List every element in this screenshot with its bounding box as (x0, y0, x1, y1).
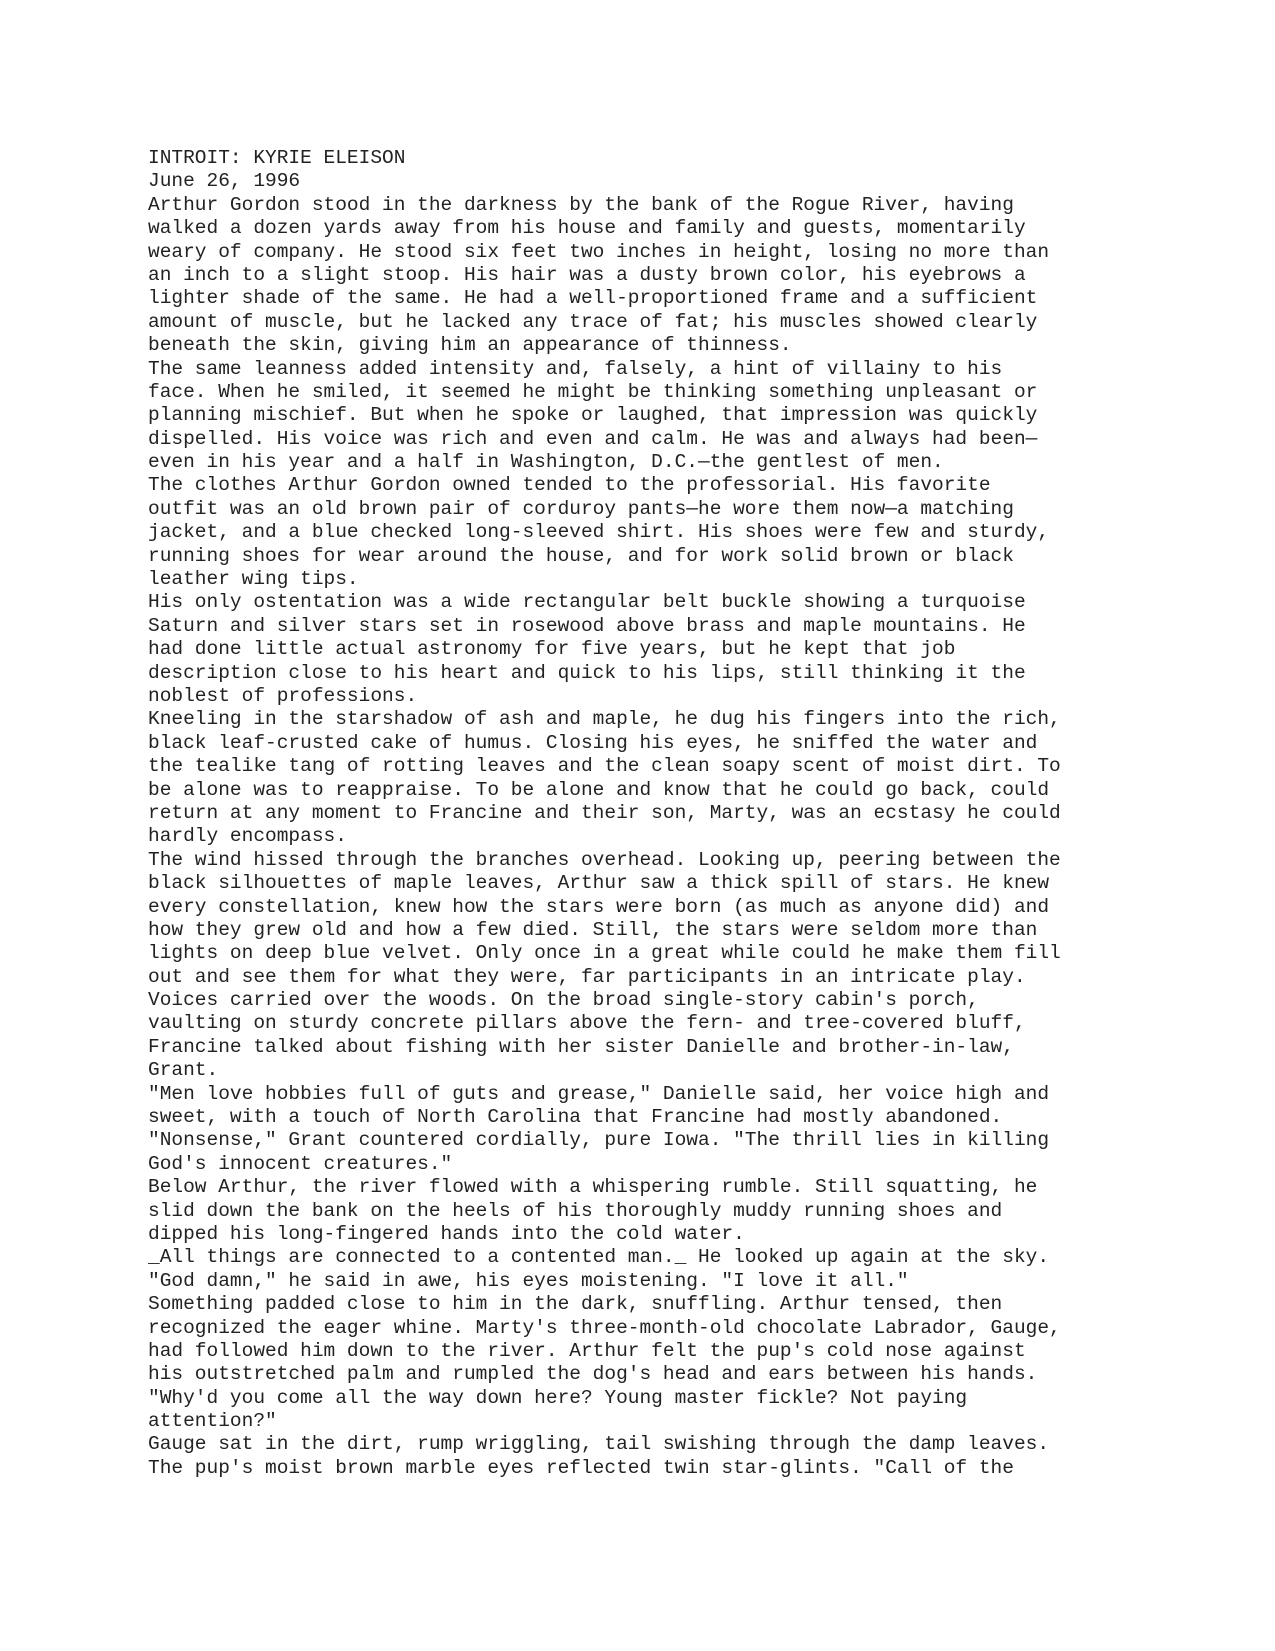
text-line: Below Arthur, the river flowed with a whispering rumble. Still squatting, he (148, 1176, 1038, 1199)
text-line: walked a dozen yards away from his house and family and guests, momentarily (148, 217, 1026, 240)
text-line: his outstretched palm and rumpled the dog's head and ears between his hands. (148, 1363, 1038, 1386)
text-line: weary of company. He stood six feet two inches in height, losing no more than (148, 240, 1050, 263)
text-line: dipped his long-fingered hands into the cold water. (148, 1222, 745, 1245)
text-line: out and see them for what they were, far participants in an intricate play. (148, 965, 1026, 988)
text-line: lights on deep blue velvet. Only once in a great while could he make them fill (148, 942, 1061, 965)
text-line: The wind hissed through the branches overhead. Looking up, peering between the (148, 848, 1061, 871)
text-line: outfit was an old brown pair of corduroy pants—he wore them now—a matching (148, 497, 1014, 520)
text-line: face. When he smiled, it seemed he might be thinking something unpleasant or (148, 380, 1038, 403)
text-line: attention?" (148, 1410, 277, 1433)
text-line: God's innocent creatures." (148, 1152, 453, 1175)
text-line: leather wing tips. (148, 568, 359, 591)
text-line: hardly encompass. (148, 825, 347, 848)
text-line: dispelled. His voice was rich and even and calm. He was and always had been— (148, 427, 1038, 450)
text-line: Francine talked about fishing with her sister Danielle and brother-in-law, (148, 1035, 1014, 1058)
text-line: description close to his heart and quick to his lips, still thinking it the (148, 661, 1026, 684)
text-line: recognized the eager whine. Marty's three-month-old chocolate Labrador, Gauge, (148, 1316, 1061, 1339)
text-line: Voices carried over the woods. On the broad single-story cabin's porch, (148, 989, 979, 1012)
text-line: "Nonsense," Grant countered cordially, pure Iowa. "The thrill lies in killing (148, 1129, 1050, 1152)
text-line: _All things are connected to a contented man._ He looked up again at the sky. (148, 1246, 1050, 1269)
text-line: planning mischief. But when he spoke or laughed, that impression was quickly (148, 404, 1038, 427)
document-page (148, 147, 1148, 1480)
chapter-date: June 26, 1996 (148, 170, 301, 193)
text-line: amount of muscle, but he lacked any trace of fat; his muscles showed clearly (148, 310, 1038, 333)
text-line: noblest of professions. (148, 684, 418, 707)
text-line: sweet, with a touch of North Carolina that Francine had mostly abandoned. (148, 1106, 1003, 1129)
text-line: return at any moment to Francine and their son, Marty, was an ecstasy he could (148, 801, 1061, 824)
text-line: Arthur Gordon stood in the darkness by the bank of the Rogue River, having (148, 193, 1014, 216)
text-line: had followed him down to the river. Arthur felt the pup's cold nose against (148, 1339, 1026, 1362)
text-line: His only ostentation was a wide rectangular belt buckle showing a turquoise (148, 591, 1026, 614)
text-line: running shoes for wear around the house, and for work solid brown or black (148, 544, 1014, 567)
text-line: had done little actual astronomy for five years, but he kept that job (148, 638, 956, 661)
text-line: how they grew old and how a few died. Still, the stars were seldom more than (148, 918, 1038, 941)
text-line: the tealike tang of rotting leaves and the clean soapy scent of moist dirt. To (148, 755, 1061, 778)
text-line: "God damn," he said in awe, his eyes moistening. "I love it all." (148, 1269, 909, 1292)
text-line: "Men love hobbies full of guts and grease," Danielle said, her voice high and (148, 1082, 1050, 1105)
text-line: Kneeling in the starshadow of ash and maple, he dug his fingers into the rich, (148, 708, 1061, 731)
text-line: be alone was to reappraise. To be alone and know that he could go back, could (148, 778, 1050, 801)
text-line: vaulting on sturdy concrete pillars above the fern- and tree-covered bluff, (148, 1012, 1026, 1035)
text-line: an inch to a slight stoop. His hair was a dusty brown color, his eyebrows a (148, 263, 1026, 286)
text-line: "Why'd you come all the way down here? Young master fickle? Not paying (148, 1386, 968, 1409)
text-line: Something padded close to him in the dark, snuffling. Arthur tensed, then (148, 1293, 1003, 1316)
text-line: slid down the bank on the heels of his thoroughly muddy running shoes and (148, 1199, 1003, 1222)
text-line: The same leanness added intensity and, falsely, a hint of villainy to his (148, 357, 1003, 380)
chapter-title: INTROIT: KYRIE ELEISON (148, 147, 406, 169)
text-line: The clothes Arthur Gordon owned tended to the professorial. His favorite (148, 474, 991, 497)
text-line: even in his year and a half in Washington, D.C.—the gentlest of men. (148, 451, 944, 474)
text-line: every constellation, knew how the stars were born (as much as anyone did) and (148, 895, 1050, 918)
text-line: black leaf-crusted cake of humus. Closing his eyes, he sniffed the water and (148, 731, 1038, 754)
text-line: beneath the skin, giving him an appearance of thinness. (148, 334, 792, 357)
text-line: Grant. (148, 1059, 219, 1082)
text-line: Saturn and silver stars set in rosewood above brass and maple mountains. He (148, 614, 1026, 637)
text-line: The pup's moist brown marble eyes reflected twin star-glints. "Call of the (148, 1456, 1014, 1479)
text-line: black silhouettes of maple leaves, Arthur saw a thick spill of stars. He knew (148, 872, 1050, 895)
text-line: Gauge sat in the dirt, rump wriggling, tail swishing through the damp leaves. (148, 1433, 1050, 1456)
text-line: lighter shade of the same. He had a well-proportioned frame and a sufficient (148, 287, 1038, 310)
text-line: jacket, and a blue checked long-sleeved shirt. His shoes were few and sturdy, (148, 521, 1050, 544)
